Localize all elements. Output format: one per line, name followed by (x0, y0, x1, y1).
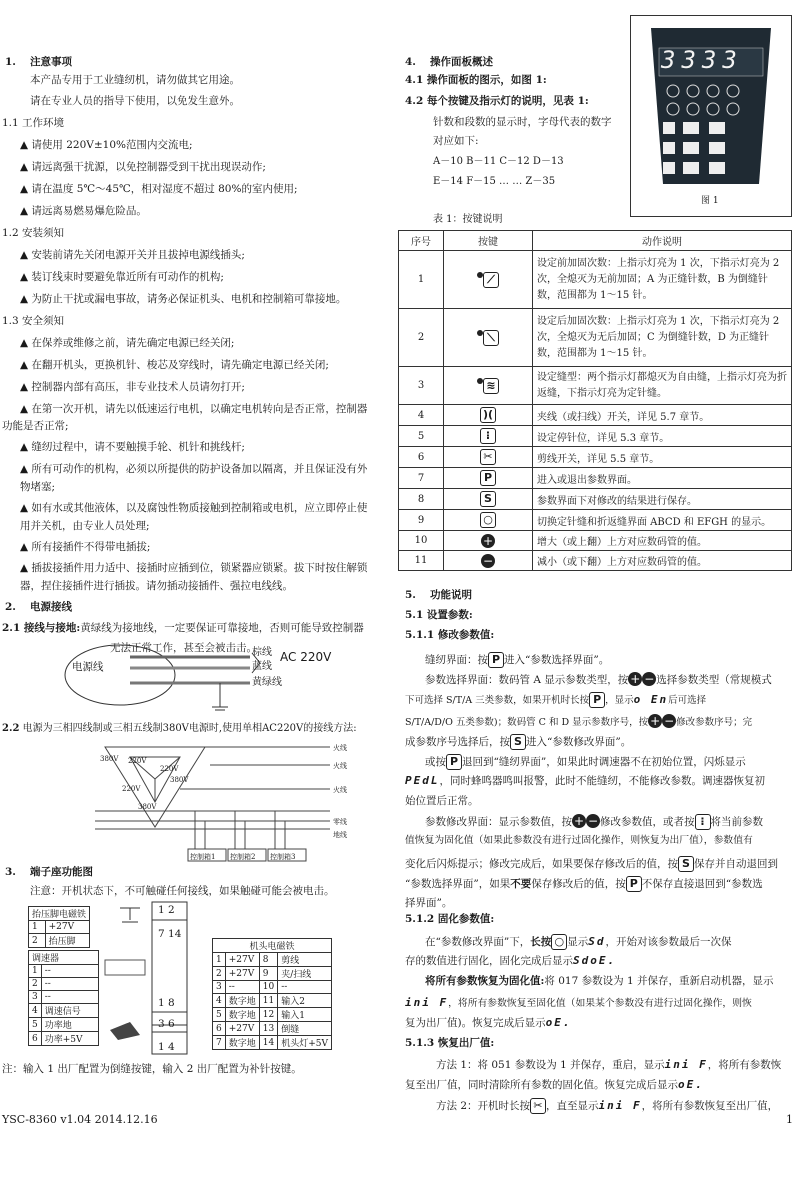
pin-label: 7 14 (158, 928, 182, 940)
voltage-label: AC 220V (280, 650, 332, 664)
needle-stop-key-icon[interactable]: ⁝ (480, 428, 496, 444)
paragraph: ，将所有参数恢 (707, 1059, 782, 1071)
list-item: 功能是否正常; (2, 420, 69, 432)
table-row (399, 309, 792, 367)
voltage-tag: 380V (138, 803, 157, 811)
table-cell: 数字地 (225, 1008, 259, 1022)
s-key-icon[interactable]: S (480, 491, 496, 507)
list-item: 器，捏住接插件进行插拔。请勿插动接插件、强拉电线线。 (20, 580, 293, 592)
subsection-heading: 2.1 接线与接地: (2, 622, 81, 634)
row-description: 减小（或下翻）上方对应数码管的值。 (533, 551, 792, 571)
table-cell: 7 (213, 1036, 226, 1050)
paragraph: 退回到“缝纫界面”，如果此时调速器不在初始位置，闪烁显示 (462, 756, 746, 768)
table-cell: 功率地 (41, 1018, 98, 1032)
section-5-title: 功能说明 (430, 589, 472, 601)
paragraph: ，直至显示 (546, 1100, 599, 1112)
list-item: ▲ 请使用 220V±10%范围内交流电; (20, 139, 193, 151)
section-5-number: 5. (405, 589, 416, 601)
paragraph: 方法 2：开机时长按 (436, 1100, 531, 1112)
paragraph: 复至出厂值，同时清除所有参数的固化值。恢复完成后显示 (405, 1079, 678, 1091)
power-cord-diagram (60, 635, 320, 715)
subsection-heading: 5.1.3 恢复出厂值: (405, 1037, 495, 1049)
table-cell: 机头灯+5V (278, 1036, 332, 1050)
list-item: ▲ 为防止干扰或漏电事故，请务必保证机头、电机和控制箱可靠接地。 (20, 293, 347, 305)
segment-display-text: oE. (545, 1016, 572, 1029)
plus-key-icon: + (650, 714, 661, 728)
paragraph: 修改参数序号；完 (676, 717, 753, 728)
paragraph: ，将所有参数恢复至固化值（如果某个参数没有进行过固化操作，则恢 (448, 998, 752, 1009)
list-item: 用并关机，由专业人员处理; (20, 520, 150, 532)
segment-display-text: ini F (405, 996, 449, 1009)
paragraph: ，同时蜂鸣器鸣叫报警，此时不能缝纫，不能修改参数。调速器恢复初 (439, 775, 765, 787)
presser-foot-table (28, 906, 90, 948)
paragraph: 无法正常工作，甚至会被击击。 (110, 642, 257, 654)
paragraph: 缝纫界面：按 (425, 654, 488, 666)
footnote: 注：输入 1 出厂配置为倒缝按键，输入 2 出厂配置为补针按键。 (2, 1063, 302, 1075)
paragraph: 参数修改界面：显示参数值，按 (425, 816, 572, 828)
table-cell: 11 (259, 994, 277, 1008)
segment-display-text: SdoE. (573, 954, 617, 967)
table-cell: 3 (213, 981, 226, 994)
list-item: ▲ 所有可动作的机构，必须以所提供的防护设备加以隔离，并且保证没有外 (20, 463, 368, 475)
document-footer: YSC-8360 v1.04 2014.12.16 (2, 1113, 158, 1126)
voltage-tag: 220V (160, 765, 179, 773)
table-cell: 2 (29, 978, 42, 991)
paragraph: 在“参数修改界面”下， (425, 936, 531, 948)
table-cell: +27V (225, 967, 259, 981)
table-cell: 10 (259, 981, 277, 994)
operation-panel (631, 16, 791, 191)
table-cell: 数字地 (225, 1036, 259, 1050)
row-number: 9 (399, 510, 444, 531)
subsection-heading: 5.1.1 修改参数值: (405, 629, 495, 641)
section-2-title: 电源接线 (30, 601, 72, 613)
list-item: 物堵塞; (20, 481, 56, 493)
paragraph: 后可选择 (668, 695, 707, 706)
p-key-icon: P (446, 754, 462, 770)
table-row (399, 489, 792, 510)
list-item: ▲ 控制器内部有高压，非专业技术人员请勿打开; (20, 381, 245, 393)
table-row (399, 468, 792, 489)
column-header: 动作说明 (533, 231, 792, 251)
paragraph: 保存修改后的值，按 (531, 878, 626, 890)
wire-label-brown: 棕线 (252, 647, 272, 658)
connector-block-diagram (100, 900, 220, 1060)
paragraph: ，开始对该参数最后一次保 (605, 936, 732, 948)
table-caption: 表 1：按键说明 (433, 214, 503, 225)
plus-key-icon: + (573, 814, 585, 828)
page-number: 1 (786, 1113, 793, 1126)
table-cell: -- (278, 981, 332, 994)
paragraph: 不保存直接退回到“参数选 (641, 878, 763, 890)
table-cell: 调速信号 (41, 1004, 98, 1018)
list-item: ▲ 请远离强干扰源，以免控制器受到干扰出现误动作; (20, 161, 266, 173)
paragraph: S/T/A/D/O 五类参数)；数码管 C 和 D 显示参数序号，按 (405, 717, 649, 728)
section-1-title: 注意事项 (30, 56, 72, 68)
segment-display-text: oE. (678, 1078, 704, 1091)
minus-key-icon[interactable]: − (482, 553, 494, 568)
needle-stop-key-icon: ⁝ (695, 814, 711, 830)
stitch-pattern-key-icon[interactable]: ≋ (483, 378, 499, 394)
back-tack-key-icon[interactable]: ⟍ (483, 330, 499, 346)
paragraph: 择界面”。 (405, 897, 453, 909)
table-row (399, 426, 792, 447)
table-row (399, 367, 792, 405)
voltage-tag: 220V (122, 785, 141, 793)
table-row (399, 251, 792, 309)
list-item: ▲ 在保养或维修之前，请先确定电源已经关闭; (20, 337, 235, 349)
row-description: 进入或退出参数界面。 (533, 468, 792, 489)
table-cell: -- (41, 965, 98, 978)
table-title: 抬压脚电磁铁 (29, 907, 90, 921)
paragraph: ，将所有参数恢复至出厂值， (641, 1100, 779, 1112)
row-description: 参数界面下对修改的结果进行保存。 (533, 489, 792, 510)
paragraph: 对应如下: (433, 135, 479, 147)
table-cell: 5 (29, 1018, 42, 1032)
paragraph: 黄绿线为接地线，一定要保证可靠接地，否则可能导致控制器 (80, 622, 364, 634)
row-number: 3 (399, 367, 444, 405)
subsection-heading: 5.1 设置参数: (405, 609, 473, 621)
thread-clamp-key-icon[interactable]: )( (480, 407, 496, 423)
list-item: ▲ 在第一次开机，请先以低速运行电机，以确定电机转向是否正常，控制器 (20, 403, 368, 415)
paragraph: 值恢复为固化值（如果此参数没有进行过固化操作，则恢复为出厂值），参数值有 (405, 835, 753, 846)
line-label: 火线 (333, 786, 347, 794)
wire-label: 电源线 (72, 661, 104, 673)
row-number: 4 (399, 405, 444, 426)
list-item: ▲ 装订线束时要避免靠近所有可动作的机构; (20, 271, 224, 283)
section-3-title: 端子座功能图 (30, 866, 93, 878)
table-cell: 抬压脚 (45, 934, 89, 948)
table-cell: 12 (259, 1008, 277, 1022)
pin-label: 1 8 (158, 997, 175, 1009)
row-number: 10 (399, 531, 444, 551)
row-description: 设定停针位，详见 5.3 章节。 (533, 426, 792, 447)
column-header: 序号 (399, 231, 444, 251)
p-key-icon: P (626, 876, 642, 892)
table-cell: 4 (213, 994, 226, 1008)
row-description: 切换定针缝和折返缝界面 ABCD 和 EFGH 的显示。 (533, 510, 792, 531)
list-item: ▲ 安装前请先关闭电源开关并且拔掉电源线插头; (20, 249, 245, 261)
emphasis: 将所有参数恢复为固化值: (425, 975, 545, 987)
table-cell: 14 (259, 1036, 277, 1050)
paragraph: 始位置后正常。 (405, 795, 479, 807)
plus-key-icon: + (630, 672, 641, 686)
segment-display-text: ini F (598, 1099, 642, 1112)
paragraph: 下可选择 S/T/A 三类参数，如果开机时长按 (405, 695, 590, 706)
key-table (398, 230, 792, 571)
voltage-tag: 220V (128, 757, 147, 765)
subsection-heading: 1.1 工作环境 (2, 117, 65, 129)
plus-key-icon[interactable]: + (482, 533, 494, 548)
emphasis: 不要 (510, 878, 532, 890)
minus-key-icon: − (644, 672, 655, 686)
row-description: 设定缝型：两个指示灯都熄灭为自由缝，上指示灯亮为折返缝，下指示灯亮为定针缝。 (533, 367, 792, 405)
table-cell: 8 (259, 953, 277, 967)
table-cell: -- (225, 981, 259, 994)
row-number: 2 (399, 309, 444, 367)
section-4-number: 4. (405, 56, 416, 68)
minus-key-icon: − (664, 714, 675, 728)
s-key-icon: S (510, 734, 526, 750)
list-item: ▲ 请在温度 5℃～45℃，相对湿度不超过 80%的室内使用; (20, 183, 298, 195)
table-row (399, 531, 792, 551)
table-cell: 2 (213, 967, 226, 981)
paragraph: 成参数序号选择后，按 (405, 736, 510, 748)
table-row (399, 405, 792, 426)
voltage-tag: 380V (170, 776, 189, 784)
subsection-heading: 1.2 安装须知 (2, 227, 65, 239)
scissors-key-icon: ✂ (530, 1098, 546, 1114)
table-title: 调速器 (29, 951, 99, 965)
segment-display-text: ini F (664, 1058, 708, 1071)
list-item: ▲ 插拔接插件用力适中、接插时应插到位，锁紧器应锁紧。拔下时按住解锁 (20, 562, 368, 574)
line-label: 火线 (333, 744, 347, 752)
warning-note: 注意：开机状态下，不可触碰任何接线，如果触碰可能会被电击。 (30, 885, 335, 897)
wire-label-blue: 蓝线 (252, 661, 272, 672)
row-description: 剪线开关，详见 5.5 章节。 (533, 447, 792, 468)
table-cell: -- (41, 991, 98, 1004)
row-number: 8 (399, 489, 444, 510)
segment-display-text: Sd (588, 935, 606, 948)
control-box-label: 控制箱2 (230, 853, 256, 861)
table-cell: 倒缝 (278, 1022, 332, 1036)
paragraph: 选择参数类型（常规模式 (656, 674, 772, 686)
list-item: ▲ 请远离易燃易爆危险品。 (20, 205, 147, 217)
list-item: ▲ 如有水或其他液体，以及腐蚀性物质接触到控制箱或电机，应立即停止使 (20, 502, 368, 514)
table-cell: 13 (259, 1022, 277, 1036)
paragraph: 进入“参数选择界面”。 (504, 654, 610, 666)
column-header: 按键 (444, 231, 533, 251)
figure-caption: 图 1 (701, 196, 719, 206)
paragraph: 进入“参数修改界面”。 (526, 736, 632, 748)
row-description: 设定前加固次数：上指示灯亮为 1 次，下指示灯亮为 2 次，全熄灭为无前加固；A 为正缝针数，B 为倒缝针数，范围都为 1～15 针。 (533, 251, 792, 309)
subsection-heading: 5.1.2 固化参数值: (405, 913, 495, 925)
minus-key-icon: − (587, 814, 599, 828)
table-cell: 输入2 (278, 994, 332, 1008)
paragraph: 本产品专用于工业缝纫机，请勿做其它用途。 (30, 74, 240, 86)
table-cell: -- (41, 978, 98, 991)
table-cell: 1 (213, 953, 226, 967)
section-1-number: 1. (5, 56, 16, 68)
subsection-heading: 1.3 安全须知 (2, 315, 65, 327)
letter-map: A－10 B－11 C－12 D－13 (433, 156, 564, 167)
segment-display-text: PEdL (405, 774, 440, 787)
paragraph: 保存并自动退回到 (694, 858, 778, 870)
letter-map: E－14 F－15 … … Z－35 (433, 176, 556, 187)
paragraph: 电源为三相四线制或三相五线制380V电源时,使用单相AC220V的接线方法: (22, 723, 357, 734)
row-description: 夹线（或扫线）开关，详见 5.7 章节。 (533, 405, 792, 426)
table-row (399, 551, 792, 571)
segment-display-text: o En (633, 693, 669, 706)
p-key-icon[interactable]: P (480, 470, 496, 486)
paragraph: 参数选择界面：数码管 A 显示参数类型，按 (425, 674, 629, 686)
wire-label-yellow-green: 黄绿线 (252, 677, 282, 688)
table-cell: 剪线 (278, 953, 332, 967)
table-cell: 1 (29, 921, 46, 934)
table-cell: 6 (213, 1022, 226, 1036)
row-description: 设定后加固次数：上指示灯亮为 1 次，下指示灯亮为 2 次，全熄灭为无后加固；C 为倒缝针数，D 为正缝针数，范围都为 1～15 针。 (533, 309, 792, 367)
row-number: 5 (399, 426, 444, 447)
emphasis: 长按 (530, 936, 552, 948)
table-cell: +27V (225, 1022, 259, 1036)
list-item: ▲ 所有接插件不得带电插拔; (20, 541, 151, 553)
table-cell: 5 (213, 1008, 226, 1022)
table-cell: 9 (259, 967, 277, 981)
pin-label: 1 2 (158, 904, 175, 916)
table-cell: 2 (29, 934, 46, 948)
table-row (399, 447, 792, 468)
voltage-tag: 380V (100, 755, 119, 763)
table-row (399, 510, 792, 531)
row-description: 增大（或上翻）上方对应数码管的值。 (533, 531, 792, 551)
paragraph: 或按 (425, 756, 446, 768)
control-box-label: 控制箱1 (190, 853, 216, 861)
paragraph: 复为出厂值)。恢复完成后显示 (405, 1017, 546, 1029)
section-2-number: 2. (5, 601, 16, 613)
circle-key-icon[interactable]: ○ (480, 512, 496, 528)
front-tack-key-icon[interactable]: ⟋ (483, 272, 499, 288)
scissors-key-icon[interactable]: ✂ (480, 449, 496, 465)
table-cell: 功率+5V (41, 1032, 98, 1046)
line-label: 火线 (333, 762, 347, 770)
table-cell: 输入1 (278, 1008, 332, 1022)
subsection-number: 2.2 (2, 723, 20, 734)
pin-label: 1 4 (158, 1041, 175, 1053)
paragraph: 显示 (567, 936, 589, 948)
circle-key-icon: ○ (551, 934, 567, 950)
row-number: 1 (399, 251, 444, 309)
paragraph: 变化后闪烁提示；修改完成后，如果要保存修改后的值，按 (405, 858, 678, 870)
control-box-label: 控制箱3 (270, 853, 296, 861)
machine-head-table (212, 938, 332, 1050)
list-item: ▲ 缝纫过程中，请不要触摸手轮、机针和挑线杆; (20, 441, 245, 453)
table-cell: 6 (29, 1032, 42, 1046)
p-key-icon: P (488, 652, 504, 668)
table-cell: 3 (29, 991, 42, 1004)
paragraph: 存的数值进行固化，固化完成后显示 (405, 955, 573, 967)
table-cell: 4 (29, 1004, 42, 1018)
list-item: ▲ 在翻开机头，更换机针、梭芯及穿线时，请先确定电源已经关闭; (20, 359, 329, 371)
section-4-title: 操作面板概述 (430, 56, 493, 68)
p-key-icon: P (589, 692, 605, 708)
table-cell: +27V (225, 953, 259, 967)
table-cell: 1 (29, 965, 42, 978)
table-cell: 数字地 (225, 994, 259, 1008)
figure-frame (630, 15, 792, 217)
paragraph: 修改参数值，或者按 (600, 816, 695, 828)
seven-segment-display: 3333 (661, 46, 743, 74)
table-cell: +27V (45, 921, 89, 934)
s-key-icon: S (678, 856, 694, 872)
speed-controller-table (28, 950, 99, 1046)
paragraph: ，显示 (605, 695, 634, 706)
paragraph: 方法 1：将 051 参数设为 1 并保存，重启，显示 (436, 1059, 665, 1071)
row-number: 6 (399, 447, 444, 468)
pin-label: 3 6 (158, 1018, 175, 1030)
row-number: 7 (399, 468, 444, 489)
line-label: 地线 (333, 831, 347, 839)
section-3-number: 3. (5, 866, 16, 878)
paragraph: 针数和段数的显示时，字母代表的数字 (433, 116, 612, 128)
table-title: 机头电磁铁 (213, 939, 332, 953)
table-cell: 夹/扫线 (278, 967, 332, 981)
row-number: 11 (399, 551, 444, 571)
paragraph: 将当前参数 (710, 816, 763, 828)
paragraph: 请在专业人员的指导下使用，以免发生意外。 (30, 95, 240, 107)
line-label: 零线 (333, 818, 347, 826)
subsection-heading: 4.1 操作面板的图示，如图 1: (405, 74, 547, 86)
paragraph: 将 017 参数设为 1 并保存，重新启动机器，显示 (544, 975, 774, 987)
paragraph: “参数选择界面”，如果 (405, 878, 511, 890)
subsection-heading: 4.2 每个按键及指示灯的说明，见表 1: (405, 95, 589, 107)
